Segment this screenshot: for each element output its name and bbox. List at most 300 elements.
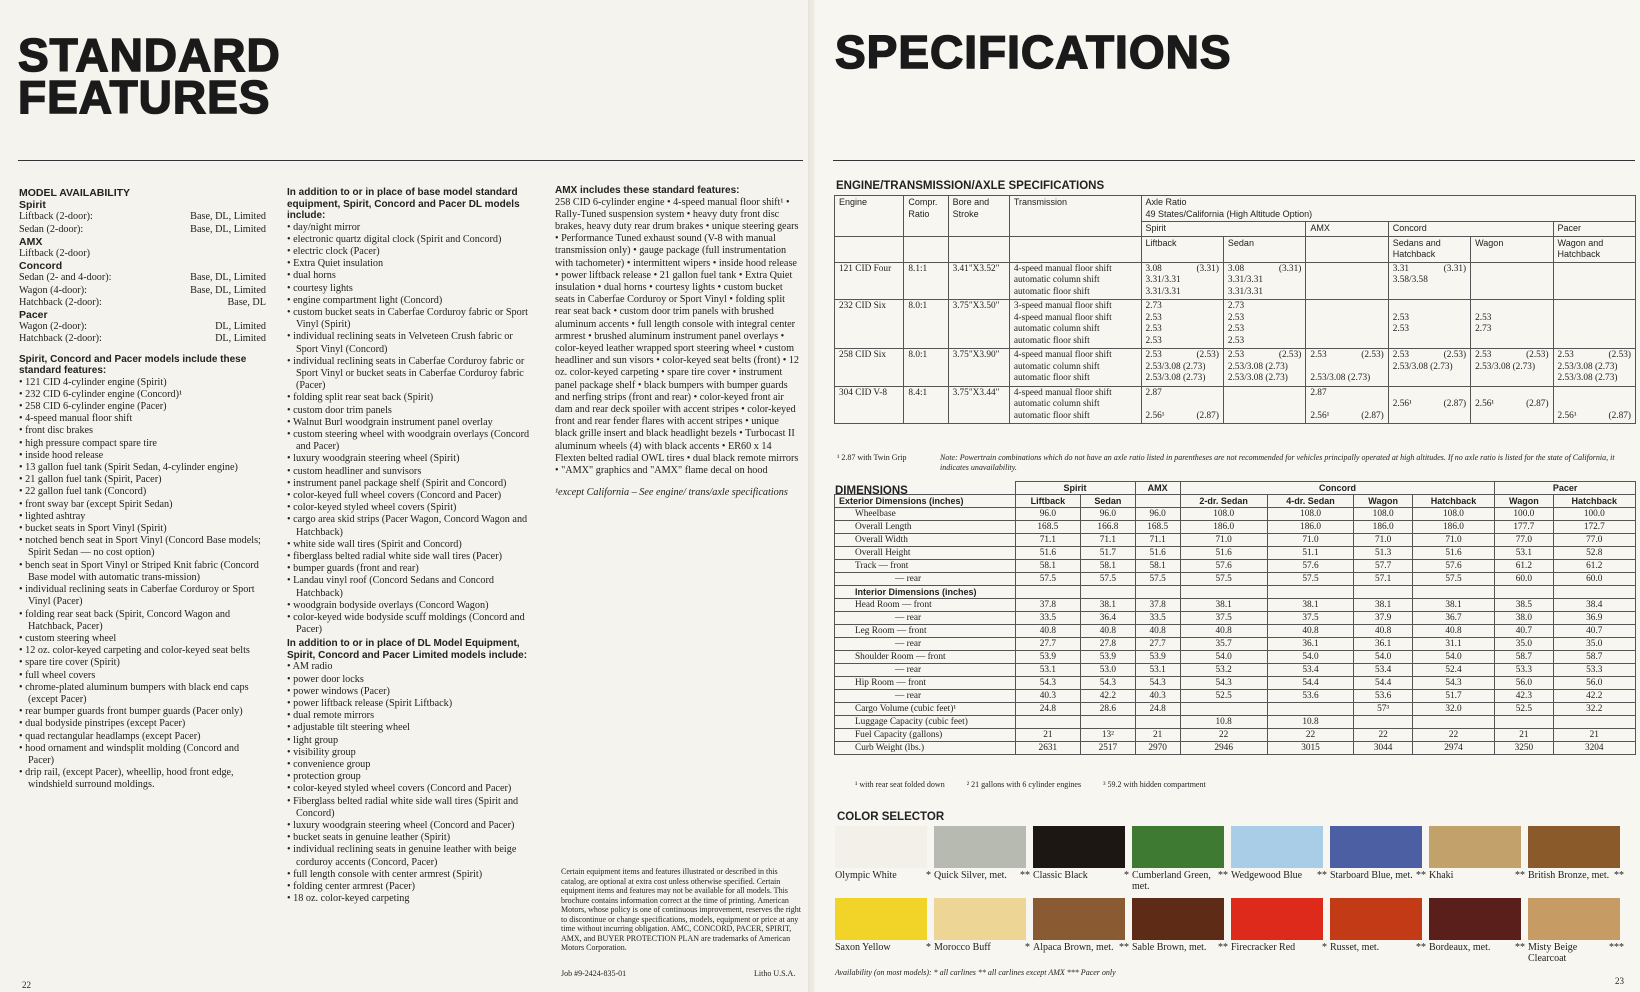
- axle-cell-liftback: [1141, 386, 1223, 424]
- axle-value: 2.53/3.08 (2.73): [1557, 361, 1618, 372]
- feature-item: • color-keyed styled wheel covers (Concord and Pacer): [287, 783, 532, 795]
- axle-cell-concord-w: [1471, 386, 1553, 424]
- interior-header-row: [835, 586, 1636, 599]
- axle-cell-amx: [1306, 386, 1388, 424]
- dim-value: 51.6: [1180, 547, 1267, 560]
- dim-value: 21: [1495, 729, 1553, 742]
- color-swatch: [1033, 826, 1129, 881]
- axle-cell-liftback: [1141, 300, 1223, 349]
- dim-row-label: Hip Room — front: [835, 677, 1016, 690]
- axle-cell-amx: [1306, 262, 1388, 300]
- dim-value: 24.8: [1015, 703, 1081, 716]
- dim-value: [1412, 716, 1494, 729]
- dim-value: [1553, 716, 1635, 729]
- dim-value: 108.0: [1412, 508, 1494, 521]
- dim-value: 57.5: [1180, 573, 1267, 586]
- availability-mark: *: [926, 942, 931, 953]
- availability-mark: ***: [1609, 942, 1624, 953]
- color-name: Starboard Blue, met.: [1330, 870, 1413, 881]
- eta-row: [835, 300, 1636, 349]
- axle-line: [1228, 287, 1301, 299]
- specifications-title: SPECIFICATIONS: [835, 26, 1232, 78]
- feature-item: • instrument panel package shelf (Spirit and Concord): [287, 478, 532, 490]
- availability-mark: **: [1119, 942, 1129, 953]
- feature-item: • notched bench seat in Sport Vinyl (Concord Base models; Spirit Sedan — no cost option): [19, 535, 266, 559]
- sub-sedan: Sedan: [1223, 236, 1305, 262]
- axle-value: 2.53/3.08 (2.73): [1557, 373, 1618, 383]
- feature-item: • color-keyed full wheel covers (Concord and Pacer): [287, 490, 532, 502]
- axle-cell-concord-sh: [1388, 386, 1470, 424]
- axle-cell-amx: [1306, 349, 1388, 387]
- dim-value: 3250: [1495, 742, 1553, 755]
- axle-line: [1228, 336, 1301, 348]
- dim-row-label: Wheelbase: [835, 508, 1016, 521]
- axle-value: 3.31/3.31: [1227, 286, 1264, 297]
- dim-row: [835, 651, 1636, 664]
- axle-line: [1146, 399, 1219, 411]
- dim-value: 54.0: [1412, 651, 1494, 664]
- dim-value: 58.1: [1135, 560, 1180, 573]
- transmission-line: automatic floor shift: [1013, 373, 1090, 383]
- dim-value: 56.0: [1495, 677, 1553, 690]
- dim-value: 13²: [1081, 729, 1135, 742]
- dim-row-label: Overall Height: [835, 547, 1016, 560]
- feature-item: • power door locks: [287, 674, 532, 686]
- dim-value: 22: [1267, 729, 1354, 742]
- axle-line: [1475, 399, 1548, 411]
- axle-cell-sedan: [1223, 300, 1305, 349]
- axle-line: [1146, 264, 1219, 276]
- transmission-line: automatic floor shift: [1013, 410, 1090, 421]
- color-swatch: [1528, 826, 1624, 881]
- availability-mark: **: [1218, 942, 1228, 953]
- feature-item: • light group: [287, 735, 532, 747]
- axle-ca-value: (3.31): [1196, 263, 1219, 274]
- axle-line: [1228, 301, 1301, 313]
- dim-value: 37.5: [1267, 612, 1354, 625]
- axle-value: 2.53: [1227, 324, 1245, 334]
- axle-line: [1558, 350, 1631, 362]
- transmission-line: automatic floor shift: [1013, 286, 1090, 297]
- swatch-label-row: [1429, 942, 1525, 953]
- dim-value: 40.8: [1180, 625, 1267, 638]
- swatch-label-row: [1231, 942, 1327, 953]
- swatch-label-row: [934, 942, 1030, 953]
- dim-row: [835, 534, 1636, 547]
- axle-cell-liftback: [1141, 349, 1223, 387]
- swatch-label-row: [1330, 870, 1426, 881]
- dim-row: [835, 638, 1636, 651]
- feature-item: • bucket seats in genuine leather (Spirit): [287, 832, 532, 844]
- dim-footnote: ³ 59.2 with hidden compartment: [1103, 780, 1206, 789]
- dim-value: 57.5: [1135, 573, 1180, 586]
- dim-footnote: ¹ with rear seat folded down: [855, 780, 945, 789]
- color-swatch: [1528, 898, 1624, 964]
- dim-value: 77.0: [1495, 534, 1553, 547]
- dim-value: 71.0: [1412, 534, 1494, 547]
- dim-row: [835, 547, 1636, 560]
- feature-item: • custom bucket seats in Caberfae Corduroy fabric or Sport Vinyl (Spirit): [287, 307, 532, 331]
- dim-value: 38.1: [1081, 599, 1135, 612]
- availability-mark: **: [1317, 870, 1327, 881]
- swatch-label-row: [1231, 870, 1327, 881]
- dim-value: 21: [1015, 729, 1081, 742]
- axle-ca-value: (3.31): [1443, 263, 1467, 274]
- axle-line: [1558, 373, 1631, 385]
- axle-line: [1228, 373, 1301, 385]
- color-swatch: [835, 898, 931, 953]
- axle-value: 2.53/3.08 (2.73): [1475, 361, 1536, 372]
- limited-models-heading: In addition to or in place of DL Model Equipment, Spirit, Concord and Pacer Limited models include:: [287, 638, 528, 661]
- feature-item: • protection group: [287, 771, 532, 783]
- axle-line: [1393, 324, 1466, 336]
- dim-value: 37.5: [1180, 612, 1267, 625]
- dim-group-pacer: Pacer: [1495, 482, 1636, 495]
- dim-value: 42.2: [1553, 690, 1635, 703]
- feature-item: • lighted ashtray: [19, 511, 266, 523]
- dim-value: 71.0: [1354, 534, 1412, 547]
- group-pacer: Pacer: [1553, 222, 1635, 237]
- axle-cell-concord-sh: [1388, 349, 1470, 387]
- axle-value: 3.31/3.31: [1227, 275, 1264, 285]
- color-swatch: [1330, 826, 1426, 881]
- dim-value: 54.3: [1081, 677, 1135, 690]
- dim-value: 40.7: [1553, 625, 1635, 638]
- axle-ratio-sub: 49 States/California (High Altitude Option): [1145, 208, 1313, 219]
- standard-features-title: [18, 29, 281, 123]
- dim-value: 53.2: [1180, 664, 1267, 677]
- dim-blank: [1015, 586, 1081, 599]
- dim-value: 53.9: [1081, 651, 1135, 664]
- engine-cell: 304 CID V-8: [835, 386, 904, 424]
- eta-footnote-twin-grip: ¹ 2.87 with Twin Grip: [837, 453, 907, 462]
- feature-item: • 4-speed manual floor shift: [19, 413, 266, 425]
- dim-value: 54.4: [1354, 677, 1412, 690]
- dim-value: 186.0: [1180, 521, 1267, 534]
- dim-value: 2517: [1081, 742, 1135, 755]
- group-concord: Concord: [1388, 222, 1553, 237]
- model-row: [19, 321, 266, 333]
- color-name: Cumberland Green, met.: [1132, 870, 1211, 892]
- dim-blank: [1553, 586, 1635, 599]
- swatch-chip: [1231, 898, 1323, 940]
- color-swatch: [934, 898, 1030, 953]
- color-swatch: [1132, 826, 1228, 892]
- dim-row-label: Head Room — front: [835, 599, 1016, 612]
- axle-line: [1475, 301, 1548, 313]
- dim-value: 54.3: [1180, 677, 1267, 690]
- dim-value: 51.6: [1015, 547, 1081, 560]
- feature-item: • high pressure compact spare tire: [19, 438, 266, 450]
- color-selector-heading: COLOR SELECTOR: [837, 811, 945, 823]
- dim-value: 186.0: [1354, 521, 1412, 534]
- axle-value: 2.56¹: [1145, 410, 1165, 421]
- axle-line: [1146, 324, 1219, 336]
- model-trims: Base, DL, Limited: [190, 272, 266, 284]
- dim-value: 10.8: [1180, 716, 1267, 729]
- dim-blank: [1354, 586, 1412, 599]
- axle-line: [1146, 301, 1219, 313]
- axle-line: [1228, 350, 1301, 362]
- col-compr: Compr. Ratio: [904, 196, 948, 237]
- color-name: Wedgewood Blue: [1231, 870, 1303, 881]
- dim-value: 53.3: [1495, 664, 1553, 677]
- dim-value: 108.0: [1180, 508, 1267, 521]
- dim-row-label: Shoulder Room — front: [835, 651, 1016, 664]
- axle-line: [1475, 388, 1548, 400]
- dim-value: 38.0: [1495, 612, 1553, 625]
- transmission-line: 3-speed manual floor shift: [1013, 301, 1112, 311]
- dim-col-header: 4-dr. Sedan: [1267, 495, 1354, 508]
- feature-item: • bench seat in Sport Vinyl or Striped Knit fabric (Concord Base model with automatic trans-mission): [19, 560, 266, 584]
- dim-blank: [1412, 586, 1494, 599]
- dim-value: 53.3: [1553, 664, 1635, 677]
- dim-value: 186.0: [1412, 521, 1494, 534]
- dim-value: 54.0: [1354, 651, 1412, 664]
- feature-item: • visibility group: [287, 747, 532, 759]
- color-name: Russet, met.: [1330, 942, 1380, 953]
- axle-value: 2.53: [1392, 324, 1410, 334]
- engine-cell: 258 CID Six: [835, 349, 904, 387]
- feature-item: • Landau vinyl roof (Concord Sedans and Concord Hatchback): [287, 575, 532, 599]
- color-name: British Bronze, met.: [1528, 870, 1610, 881]
- dim-value: 36.4: [1081, 612, 1135, 625]
- model-availability-heading: MODEL AVAILABILITY: [19, 187, 131, 199]
- axle-ca-value: (2.53): [1443, 350, 1467, 360]
- transmission-line: automatic floor shift: [1013, 335, 1090, 346]
- color-name: Misty Beige Clearcoat: [1528, 942, 1578, 964]
- dim-value: 57.1: [1354, 573, 1412, 586]
- standard-features-list: [19, 377, 266, 792]
- axle-value: 3.08: [1145, 263, 1162, 274]
- color-swatch: [835, 826, 931, 881]
- dim-value: 57.6: [1180, 560, 1267, 573]
- axle-value: 2.53: [1475, 350, 1492, 360]
- feature-item: • drip rail, (except Pacer), wheellip, hood front edge, windshield surround moldings.: [19, 767, 266, 791]
- availability-mark: **: [1020, 870, 1030, 881]
- dim-value: [1495, 716, 1553, 729]
- swatch-chip: [835, 898, 927, 940]
- axle-value: 2.53: [1145, 324, 1162, 334]
- feature-item: • convenience group: [287, 759, 532, 771]
- axle-line: [1393, 313, 1466, 325]
- title-line-1: STANDARD: [18, 29, 281, 81]
- dim-value: 27.7: [1015, 638, 1081, 651]
- col-axle: [1141, 196, 1635, 222]
- title-line-2: FEATURES: [18, 71, 271, 123]
- dim-value: 71.1: [1081, 534, 1135, 547]
- color-name: Quick Silver, met.: [934, 870, 1007, 881]
- dim-value: 21: [1553, 729, 1635, 742]
- color-swatch: [1330, 898, 1426, 953]
- feature-item: • bumper guards (front and rear): [287, 563, 532, 575]
- dim-value: 52.4: [1412, 664, 1494, 677]
- axle-line: [1558, 411, 1631, 423]
- availability-mark: **: [1416, 942, 1426, 953]
- col-bore: Bore and Stroke: [948, 196, 1009, 237]
- group-amx: AMX: [1306, 222, 1388, 237]
- sub-sedans-hatchback: Sedans and Hatchback: [1388, 236, 1470, 262]
- dim-row: [835, 560, 1636, 573]
- dim-value: 58.7: [1495, 651, 1553, 664]
- dim-value: 77.0: [1553, 534, 1635, 547]
- axle-value: 2.53/3.08 (2.73): [1227, 361, 1288, 372]
- axle-cell-sedan: [1223, 349, 1305, 387]
- model-body: Liftback (2-door):: [19, 211, 93, 223]
- right-header-rule: [833, 160, 1635, 161]
- dim-row-label: — rear: [835, 612, 1016, 625]
- dim-value: 58.1: [1081, 560, 1135, 573]
- color-name: Alpaca Brown, met.: [1033, 942, 1114, 953]
- column-2: [287, 187, 532, 905]
- dim-row-label: Leg Room — front: [835, 625, 1016, 638]
- axle-ca-value: (3.31): [1278, 263, 1302, 274]
- dim-row-label: Fuel Capacity (gallons): [835, 729, 1016, 742]
- model-row: [19, 272, 266, 284]
- model-row: [19, 297, 266, 309]
- dim-row-label: — rear: [835, 638, 1016, 651]
- dim-value: 37.9: [1354, 612, 1412, 625]
- color-swatch: [934, 826, 1030, 881]
- engine-cell: 121 CID Four: [835, 262, 904, 300]
- axle-value: 2.53/3.08 (2.73): [1392, 361, 1453, 372]
- axle-line: [1393, 388, 1466, 400]
- transmission-line: automatic column shift: [1013, 361, 1100, 372]
- feature-item: • 12 oz. color-keyed carpeting and color-keyed seat belts: [19, 645, 266, 657]
- dim-value: [1180, 703, 1267, 716]
- dim-col-header: Hatchback: [1412, 495, 1494, 508]
- feature-item: • rear bumper guards front bumper guards (Pacer only): [19, 706, 266, 718]
- dim-blank: [1135, 586, 1180, 599]
- axle-value: 3.08: [1227, 263, 1245, 274]
- axle-ca-value: (2.87): [1361, 410, 1384, 421]
- axle-line: [1475, 362, 1548, 374]
- feature-item: • AM radio: [287, 661, 532, 673]
- dim-value: 177.7: [1495, 521, 1553, 534]
- dim-value: 35.0: [1495, 638, 1553, 651]
- axle-value: 2.53: [1392, 312, 1410, 323]
- axle-value: 2.56¹: [1557, 410, 1577, 421]
- dim-value: 60.0: [1553, 573, 1635, 586]
- swatch-label-row: [835, 942, 931, 953]
- dim-value: 38.1: [1354, 599, 1412, 612]
- axle-value: 2.53: [1145, 350, 1162, 360]
- model-body: Wagon (2-door):: [19, 321, 87, 333]
- color-swatch: [1429, 898, 1525, 953]
- dim-col-header: Wagon: [1495, 495, 1553, 508]
- dim-value: 96.0: [1135, 508, 1180, 521]
- feature-item: • 13 gallon fuel tank (Spirit Sedan, 4-cylinder engine): [19, 462, 266, 474]
- swatch-chip: [1132, 826, 1224, 868]
- dim-value: 172.7: [1553, 521, 1635, 534]
- dim-value: 38.4: [1553, 599, 1635, 612]
- feature-item: • 21 gallon fuel tank (Spirit, Pacer): [19, 474, 266, 486]
- axle-value: 2.73: [1145, 301, 1162, 311]
- feature-item: • engine compartment light (Concord): [287, 295, 532, 307]
- feature-item: • 121 CID 4-cylinder engine (Spirit): [19, 377, 266, 389]
- model-availability-list: [19, 199, 266, 345]
- axle-line: [1146, 411, 1219, 423]
- axle-cell-sedan: [1223, 386, 1305, 424]
- dim-value: 186.0: [1267, 521, 1354, 534]
- dim-value: 3204: [1553, 742, 1635, 755]
- swatch-label-row: [1528, 942, 1624, 964]
- feature-item: • 22 gallon fuel tank (Concord): [19, 486, 266, 498]
- dim-value: 40.8: [1015, 625, 1081, 638]
- swatch-chip: [1330, 898, 1422, 940]
- dim-value: 2946: [1180, 742, 1267, 755]
- dim-value: 53.1: [1495, 547, 1553, 560]
- axle-cell-pacer: [1553, 386, 1635, 424]
- dim-value: 3015: [1267, 742, 1354, 755]
- feature-item: • courtesy lights: [287, 283, 532, 295]
- dim-value: [1015, 716, 1081, 729]
- dl-features-list: [287, 222, 532, 637]
- axle-ratio-label: Axle Ratio: [1145, 197, 1187, 207]
- feature-item: • Extra Quiet insulation: [287, 258, 532, 270]
- axle-line: [1146, 313, 1219, 325]
- interior-dimensions-label: Interior Dimensions (inches): [835, 586, 1016, 599]
- model-group-name: AMX: [19, 235, 43, 248]
- model-body: Hatchback (2-door):: [19, 333, 102, 345]
- model-body: Liftback (2-door): [19, 248, 90, 260]
- dim-value: 53.1: [1135, 664, 1180, 677]
- dim-row: [835, 716, 1636, 729]
- axle-line: [1146, 275, 1219, 287]
- axle-line: [1393, 301, 1466, 313]
- transmission-line: 4-speed manual floor shift: [1013, 387, 1112, 398]
- axle-cell-amx: [1306, 300, 1388, 349]
- feature-item: • dual remote mirrors: [287, 710, 532, 722]
- availability-mark: *: [1124, 870, 1129, 881]
- dim-value: 24.8: [1135, 703, 1180, 716]
- feature-item: • 258 CID 6-cylinder engine (Pacer): [19, 401, 266, 413]
- axle-cell-pacer: [1553, 300, 1635, 349]
- swatch-chip: [1132, 898, 1224, 940]
- dim-value: 38.1: [1267, 599, 1354, 612]
- exterior-dimensions-label: Exterior Dimensions (inches): [835, 495, 1016, 508]
- engine-cell: 232 CID Six: [835, 300, 904, 349]
- axle-value: 2.53/3.08 (2.73): [1227, 373, 1288, 383]
- dim-value: 61.2: [1553, 560, 1635, 573]
- availability-mark: **: [1416, 870, 1426, 881]
- axle-line: [1393, 264, 1466, 276]
- swatch-label-row: [1132, 942, 1228, 953]
- col-transmission: Transmission: [1009, 196, 1141, 237]
- color-name: Olympic White: [835, 870, 897, 881]
- amx-footnote: ¹except California – See engine/ trans/axle specifications: [555, 487, 788, 499]
- dim-value: 3044: [1354, 742, 1412, 755]
- dim-value: 53.0: [1081, 664, 1135, 677]
- feature-item: • color-keyed styled wheel covers (Spirit): [287, 502, 532, 514]
- dim-value: 96.0: [1015, 508, 1081, 521]
- dim-value: 54.3: [1135, 677, 1180, 690]
- color-name: Khaki: [1429, 870, 1454, 881]
- swatch-chip: [835, 826, 927, 868]
- dim-value: 108.0: [1354, 508, 1412, 521]
- axle-line: [1146, 362, 1219, 374]
- axle-line: [1146, 388, 1219, 400]
- feature-item: • 18 oz. color-keyed carpeting: [287, 893, 532, 905]
- dim-row: [835, 508, 1636, 521]
- dim-value: 33.5: [1135, 612, 1180, 625]
- dim-value: 36.1: [1267, 638, 1354, 651]
- feature-item: • custom steering wheel with woodgrain overlays (Concord and Pacer): [287, 429, 532, 453]
- dim-value: 2974: [1412, 742, 1494, 755]
- feature-item: • power windows (Pacer): [287, 686, 532, 698]
- axle-line: [1228, 324, 1301, 336]
- dim-value: 57.5: [1412, 573, 1494, 586]
